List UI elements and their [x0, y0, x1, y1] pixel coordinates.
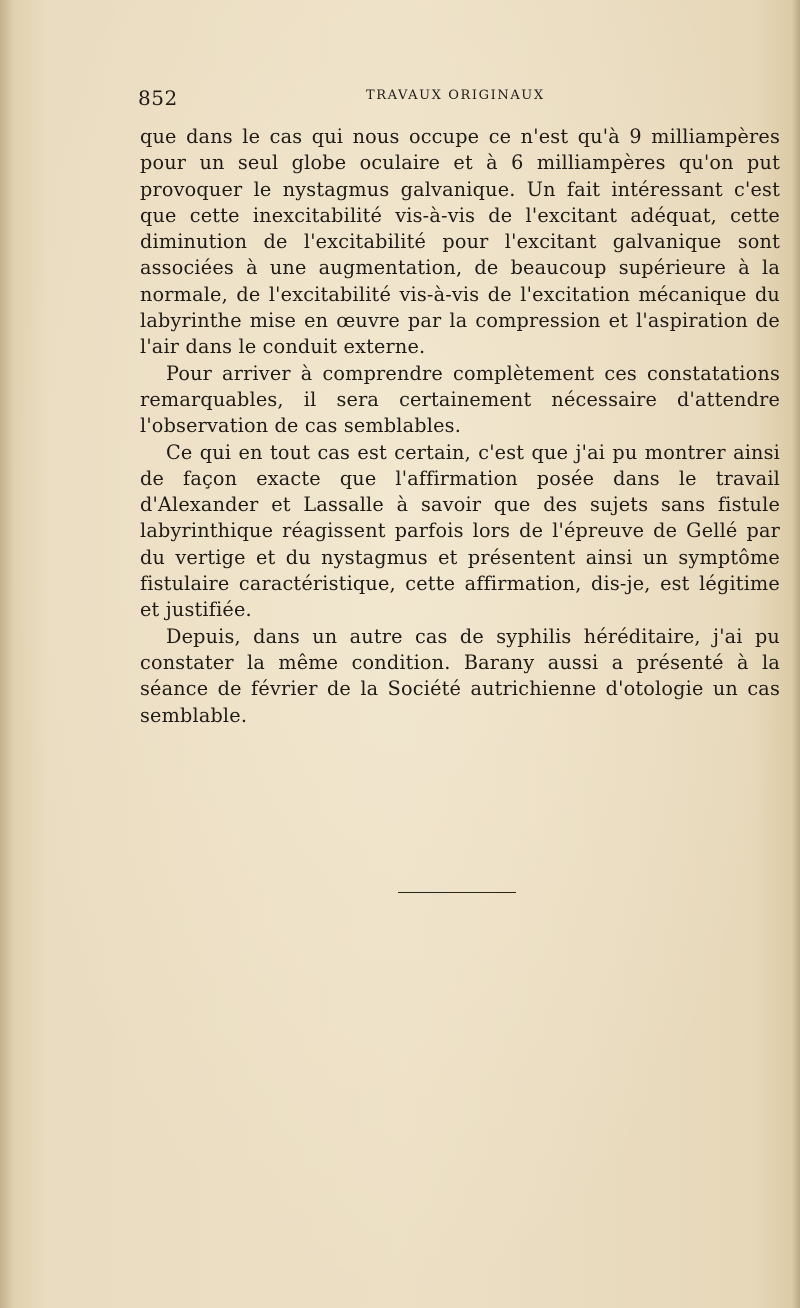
page-header [138, 80, 778, 110]
paragraph-4: Depuis, dans un autre cas de syphilis héréditaire, j'ai pu constater la même condition. Barany aussi a présenté à la séance de février de la Société autrichienne d'otologie un cas semblable. [140, 624, 780, 727]
page-edge [792, 0, 800, 1308]
spine-shadow [0, 0, 14, 1308]
running-head: TRAVAUX ORIGINAUX [366, 88, 545, 103]
paragraph-2: Pour arriver à comprendre complètement ces constatations remarquables, il sera certainement nécessaire d'attendre l'observation de cas semblables. [140, 361, 780, 438]
paragraph-1: que dans le cas qui nous occupe ce n'est qu'à 9 milliampères pour un seul globe oculaire et à 6 milliampères qu'on put provoquer le nystagmus galvanique. Un fait intéressant c'est que cette inexcitabilité vis-à-vis de l'excitant adéquat, cette diminution de l'excitabilité pour l'excitant galvanique sont associées à une augmentation, de beaucoup supérieure à la normale, de l'excitabilité vis-à-vis de l'excitation mécanique du labyrinthe mise en œuvre par la compression et l'aspiration de l'air dans le conduit externe. [140, 125, 780, 359]
body-text [140, 124, 780, 729]
section-end-rule [398, 892, 516, 893]
page-number: 852 [138, 86, 178, 110]
paragraph-3: Ce qui en tout cas est certain, c'est que j'ai pu montrer ainsi de façon exacte que l'affirmation posée dans le travail d'Alexander et Lassalle à savoir que des sujets sans fistule labyrinthique réagissent parfois lors de l'épreuve de Gellé par du vertige et du nystagmus et présentent ainsi un symptôme fistulaire caractéristique, cette affirmation, dis-je, est légitime et justifiée. [140, 440, 780, 622]
